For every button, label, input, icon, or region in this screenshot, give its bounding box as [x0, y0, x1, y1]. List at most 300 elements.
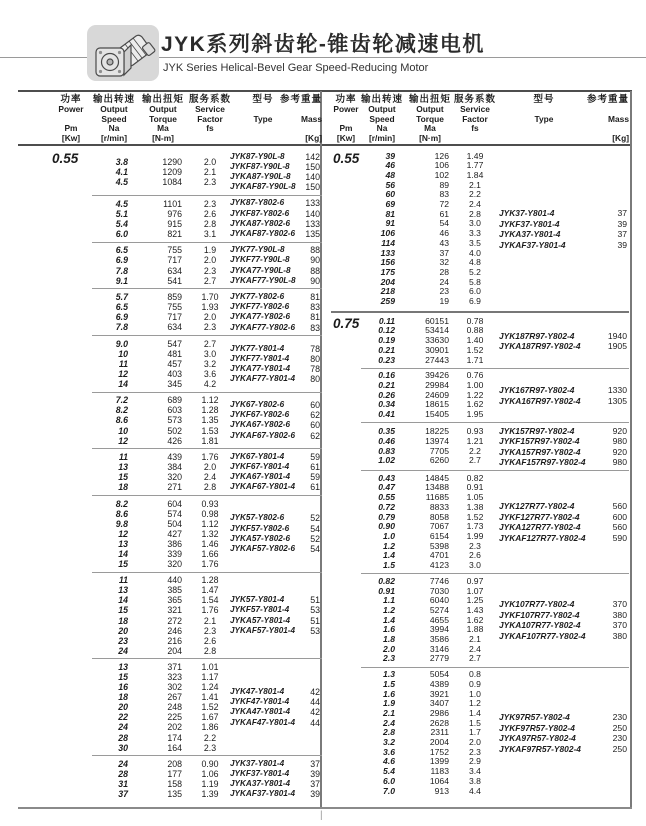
output-torque-cell: 14845	[425, 472, 449, 483]
spec-row	[92, 595, 230, 605]
service-factor-cell: 1.43	[466, 604, 484, 615]
mass-value: 133	[305, 198, 320, 209]
spec-row	[92, 157, 230, 167]
type-row	[499, 219, 629, 230]
output-torque-cell: 321	[167, 605, 182, 616]
gear-motor-logo-icon	[86, 24, 160, 82]
spec-row	[92, 509, 230, 519]
output-torque-cell: 365	[167, 595, 182, 606]
column-header-cn: 输出转速	[361, 94, 404, 105]
column-header-cn: 型号	[252, 94, 274, 105]
output-torque-cell: 384	[167, 462, 182, 472]
type-row	[230, 420, 322, 430]
model-type: JYK37-Y801-4	[499, 208, 555, 219]
service-factor-cell: 1.76	[201, 605, 219, 616]
spec-row	[92, 712, 230, 722]
output-speed-cell: 175	[380, 266, 395, 277]
mass-value: 78	[310, 343, 320, 354]
table-body-left	[50, 149, 322, 802]
column-header-cn: 输出扭矩	[408, 94, 451, 105]
output-speed-cell: 0.16	[378, 370, 395, 381]
type-row	[230, 292, 322, 302]
type-row	[230, 198, 322, 208]
power-group	[50, 149, 322, 802]
mass-value: 59	[310, 451, 320, 462]
type-row	[230, 245, 322, 255]
type-list	[230, 687, 322, 728]
output-torque-cell: 8058	[429, 511, 449, 522]
spec-row	[92, 436, 230, 446]
type-row	[499, 240, 629, 251]
service-factor-cell: 1.05	[466, 492, 484, 503]
spec-rows	[92, 199, 230, 239]
service-factor-cell: 1.21	[466, 436, 484, 447]
service-factor-cell: 0.88	[466, 325, 484, 336]
output-speed-cell: 1.1	[383, 595, 395, 606]
table-header-rule	[18, 144, 632, 146]
type-row	[230, 482, 322, 492]
type-row	[230, 229, 322, 239]
service-factor-cell: 1.88	[466, 624, 484, 635]
spec-rows	[92, 662, 230, 753]
mass-value: 39	[617, 239, 627, 250]
mass-value: 51	[310, 595, 320, 606]
spec-rows	[92, 499, 230, 570]
model-type: JYKA167R97-Y802-4	[499, 395, 581, 406]
output-speed-cell: 6.0	[383, 775, 395, 786]
output-torque-cell: 7705	[429, 445, 449, 456]
service-factor-cell: 1.95	[466, 409, 484, 420]
model-type: JYKAF47-Y801-4	[230, 717, 296, 727]
column-header	[136, 94, 190, 143]
model-type: JYKAF87-Y90L-8	[230, 182, 296, 192]
service-factor-cell: 1.39	[201, 789, 219, 800]
type-row	[230, 707, 322, 717]
output-torque-cell: 541	[167, 275, 182, 286]
output-speed-cell: 28	[118, 769, 128, 780]
service-factor-cell: 0.82	[466, 472, 484, 483]
output-speed-cell: 6.0	[115, 228, 128, 239]
service-factor-cell: 2.6	[203, 635, 217, 646]
output-speed-cell: 2.1	[383, 707, 395, 718]
type-row	[230, 697, 322, 707]
column-header	[493, 94, 595, 143]
service-factor-cell: 2.1	[469, 179, 481, 190]
spec-row	[92, 585, 230, 595]
model-type: JYKF57-Y801-4	[230, 605, 290, 615]
type-row	[230, 354, 322, 364]
service-factor-cell: 1.99	[466, 531, 484, 541]
spec-row	[92, 379, 230, 389]
service-factor-cell: 2.3	[203, 625, 217, 636]
output-speed-cell: 1.3	[383, 669, 395, 680]
type-row	[499, 426, 629, 437]
output-speed-cell: 39	[385, 150, 395, 161]
model-type: JYKA97R57-Y802-4	[499, 733, 576, 744]
type-row	[230, 162, 322, 172]
output-torque-cell: 43	[439, 237, 449, 248]
service-factor-cell: 1.2	[469, 698, 481, 709]
output-torque-cell: 3586	[429, 634, 449, 645]
model-type: JYKAF67-Y801-4	[230, 482, 296, 492]
spec-row	[361, 654, 493, 664]
column-header-en: [Kg]	[612, 132, 629, 143]
output-torque-cell: 18615	[425, 399, 449, 410]
mass-value: 140	[305, 208, 320, 219]
output-torque-cell: 225	[167, 712, 182, 723]
service-factor-cell: 1.17	[201, 672, 219, 682]
spec-row	[92, 349, 230, 359]
type-list	[230, 152, 322, 193]
output-speed-cell: 23	[118, 635, 128, 646]
model-type: JYK67-Y801-4	[230, 451, 285, 461]
model-type: JYK97R57-Y802-4	[499, 712, 570, 723]
spec-row	[92, 452, 230, 462]
mass-value: 140	[305, 171, 320, 182]
output-speed-cell: 8.6	[115, 508, 128, 519]
output-speed-cell: 7.8	[115, 265, 128, 276]
output-torque-cell: 164	[167, 742, 182, 753]
type-row	[230, 312, 322, 322]
service-factor-cell: 3.8	[469, 775, 481, 786]
spec-row	[361, 456, 493, 466]
output-speed-cell: 0.11	[378, 315, 395, 326]
mass-value: 81	[310, 312, 320, 323]
mass-value: 61	[310, 482, 320, 493]
type-row	[230, 152, 322, 162]
output-speed-cell: 6.5	[115, 245, 128, 256]
table-bottom-rule	[18, 807, 632, 809]
output-torque-cell: 204	[167, 645, 182, 656]
mass-value: 370	[612, 620, 627, 631]
spec-row	[92, 426, 230, 436]
output-speed-cell: 11	[118, 451, 128, 462]
service-factor-cell: 1.22	[466, 389, 484, 400]
column-header-en: Service	[195, 104, 225, 114]
section-stack	[361, 149, 629, 309]
mass-value: 380	[612, 630, 627, 641]
model-type: JYKAF77-Y802-6	[230, 322, 296, 332]
output-torque-cell: 83	[439, 189, 449, 200]
spec-rows	[361, 474, 493, 571]
type-row	[230, 431, 322, 441]
mass-value: 150	[305, 161, 320, 172]
model-type: JYKA127R77-Y802-4	[499, 522, 581, 533]
output-speed-cell: 14	[118, 379, 128, 390]
output-speed-cell: 6.9	[115, 255, 128, 266]
output-torque-cell: 320	[167, 559, 182, 570]
model-type: JYK77-Y90L-8	[230, 245, 285, 255]
output-speed-cell: 0.55	[378, 492, 395, 503]
output-torque-cell: 573	[167, 415, 182, 426]
spec-rows	[92, 157, 230, 187]
output-torque-cell: 502	[167, 425, 182, 436]
spec-row	[92, 292, 230, 302]
service-factor-cell: 2.4	[469, 199, 481, 210]
service-factor-cell: 1.76	[201, 451, 219, 462]
mass-value: 250	[612, 743, 627, 754]
output-speed-cell: 1.8	[383, 634, 395, 645]
ratio-section	[92, 288, 322, 335]
column-header-en: Output	[100, 104, 128, 114]
ratio-section	[92, 572, 322, 659]
model-type: JYKAF97R57-Y802-4	[499, 743, 581, 754]
output-torque-cell: 7030	[429, 585, 449, 596]
service-factor-cell: 1.47	[201, 585, 219, 596]
type-row	[230, 534, 322, 544]
service-factor-cell: 3.4	[469, 766, 481, 777]
output-speed-cell: 12	[118, 435, 128, 446]
output-speed-cell: 1.0	[383, 531, 395, 541]
ratio-section	[92, 755, 322, 802]
output-torque-cell: 202	[167, 722, 182, 733]
model-type: JYKA67-Y801-4	[230, 472, 291, 482]
output-torque-cell: 403	[167, 369, 182, 380]
output-speed-cell: 1.02	[378, 455, 395, 466]
output-speed-cell: 0.91	[378, 585, 395, 596]
column-header-cn: 参考重量	[279, 94, 322, 105]
output-speed-cell: 14	[118, 595, 128, 606]
service-factor-cell: 2.2	[469, 189, 481, 200]
output-speed-cell: 4.6	[383, 756, 395, 767]
output-speed-cell: 20	[118, 702, 128, 713]
output-speed-cell: 0.23	[378, 354, 395, 365]
type-row	[499, 522, 629, 533]
output-speed-cell: 48	[385, 169, 395, 180]
mass-value: 52	[310, 513, 320, 524]
spec-row	[92, 177, 230, 187]
model-type: JYKAF107R77-Y802-4	[499, 630, 586, 641]
output-speed-cell: 1.6	[383, 624, 395, 635]
service-factor-cell: 1.62	[466, 614, 484, 625]
column-header-cn: 服务系数	[454, 94, 497, 105]
output-torque-cell: 1064	[429, 775, 449, 786]
service-factor-cell: 4.0	[469, 247, 481, 258]
column-header-en: [N-m]	[152, 132, 174, 143]
output-torque-cell: 18225	[425, 426, 449, 437]
model-type: JYKF77-Y802-6	[230, 302, 290, 312]
output-torque-cell: 345	[167, 379, 182, 390]
service-factor-cell: 1.9	[203, 245, 217, 256]
service-factor-cell: 2.7	[203, 275, 217, 286]
service-factor-cell: 1.38	[466, 501, 484, 512]
mass-value: 78	[310, 363, 320, 374]
type-row	[499, 457, 629, 468]
output-speed-cell: 0.35	[378, 426, 395, 437]
spec-row	[92, 312, 230, 322]
output-speed-cell: 11	[118, 575, 128, 586]
output-torque-cell: 24	[439, 276, 449, 287]
output-torque-cell: 7067	[429, 521, 449, 532]
model-type: JYKAF57-Y801-4	[230, 625, 296, 635]
service-factor-cell: 1.41	[201, 692, 219, 703]
type-row	[230, 513, 322, 523]
column-header-en: Ma	[424, 123, 436, 134]
output-torque-cell: 246	[167, 625, 182, 636]
service-factor-cell: 1.28	[201, 405, 219, 416]
column-header-en: Speed	[101, 113, 127, 124]
mass-value: 250	[612, 722, 627, 733]
service-factor-cell: 2.7	[203, 338, 217, 349]
column-header-en: Power	[333, 104, 359, 114]
output-torque-cell: 6260	[429, 455, 449, 466]
column-header	[586, 94, 629, 143]
output-torque-cell: 1183	[430, 766, 449, 777]
service-factor-cell: 2.7	[469, 653, 481, 664]
spec-row	[92, 672, 230, 682]
output-torque-cell: 208	[167, 758, 182, 769]
spec-row	[92, 779, 230, 789]
service-factor-cell: 1.52	[201, 702, 219, 713]
ratio-section	[92, 392, 322, 448]
output-torque-cell: 604	[167, 498, 182, 509]
output-speed-cell: 0.83	[378, 445, 395, 456]
type-row	[230, 255, 322, 265]
mass-value: 90	[310, 255, 320, 266]
type-row	[230, 323, 322, 333]
service-factor-cell: 1.4	[469, 707, 481, 718]
spec-row	[92, 167, 230, 177]
service-factor-cell: 1.66	[201, 548, 219, 559]
type-row	[499, 385, 629, 396]
output-torque-cell: 135	[167, 789, 182, 800]
column-header-en: Pm	[339, 123, 353, 134]
mass-value: 142	[305, 151, 320, 162]
service-factor-cell: 6.9	[469, 296, 481, 307]
output-speed-cell: 1.2	[383, 604, 395, 615]
model-type: JYKF87-Y90L-8	[230, 161, 290, 171]
output-torque-cell: 339	[167, 548, 182, 559]
type-row	[499, 723, 629, 734]
power-group	[331, 149, 629, 309]
model-type: JYKF47-Y801-4	[230, 697, 290, 707]
column-header-en: Na	[376, 123, 388, 134]
type-row	[230, 595, 322, 605]
mass-value: 150	[305, 182, 320, 193]
service-factor-cell: 1.19	[201, 779, 219, 790]
model-type: JYK57-Y802-6	[230, 513, 285, 523]
column-header-en: Factor	[462, 113, 488, 124]
service-factor-cell: 2.3	[203, 176, 217, 187]
output-speed-cell: 259	[380, 296, 395, 307]
output-speed-cell: 15	[118, 472, 128, 483]
service-factor-cell: 2.7	[469, 455, 481, 466]
output-torque-cell: 427	[167, 528, 182, 539]
column-header-en: Type	[534, 113, 554, 124]
column-header-en: [Kg]	[305, 132, 322, 143]
column-header-en: Na	[108, 123, 120, 134]
output-speed-cell: 1.5	[383, 560, 395, 571]
output-torque-cell: 3994	[429, 624, 449, 635]
output-speed-cell: 15	[118, 559, 128, 570]
spec-row	[92, 255, 230, 265]
column-header-en: Output	[416, 104, 444, 114]
output-speed-cell: 10	[118, 425, 128, 436]
service-factor-cell: 1.53	[201, 425, 219, 436]
output-torque-cell: 1290	[162, 156, 182, 167]
output-speed-cell: 2.3	[383, 653, 395, 664]
service-factor-cell: 2.4	[203, 472, 217, 483]
ratio-section	[361, 422, 629, 470]
model-type: JYK167R97-Y802-4	[499, 385, 575, 396]
service-factor-cell: 1.70	[201, 292, 219, 303]
service-factor-cell: 1.77	[466, 160, 484, 171]
spec-row	[92, 276, 230, 286]
service-factor-cell: 1.12	[201, 518, 219, 529]
type-row	[499, 436, 629, 447]
spec-row	[361, 787, 493, 797]
type-row	[499, 610, 629, 621]
column-header-en: [r/min]	[368, 132, 396, 143]
output-torque-cell: 439	[167, 451, 182, 462]
mass-value: 39	[617, 218, 627, 229]
output-speed-cell: 60	[385, 189, 395, 200]
mass-value: 42	[310, 707, 320, 718]
model-type: JYKF107R77-Y802-4	[499, 609, 580, 620]
model-type: JYKAF67-Y802-6	[230, 430, 296, 440]
type-row	[230, 209, 322, 219]
model-type: JYK77-Y801-4	[230, 343, 285, 353]
column-header-en: Torque	[149, 113, 177, 124]
output-torque-cell: 158	[167, 779, 182, 790]
service-factor-cell: 1.73	[466, 521, 484, 532]
type-list	[499, 599, 629, 641]
column-header	[279, 94, 322, 143]
output-torque-cell: 457	[167, 358, 182, 369]
page-subtitle: JYK Series Helical-Bevel Gear Speed-Reducing Motor	[163, 62, 429, 74]
output-torque-cell: 72	[439, 199, 449, 210]
output-torque-cell: 371	[167, 661, 182, 672]
output-torque-cell: 60151	[425, 315, 449, 326]
service-factor-cell: 1.84	[466, 169, 484, 180]
model-type: JYKA77-Y801-4	[230, 363, 291, 373]
table-header-right	[331, 94, 629, 143]
spec-row	[92, 702, 230, 712]
service-factor-cell: 3.0	[469, 218, 481, 229]
output-speed-cell: 133	[380, 247, 395, 258]
output-speed-cell: 24	[118, 722, 128, 733]
output-torque-cell: 39426	[425, 370, 449, 381]
mass-value: 39	[310, 768, 320, 779]
spec-row	[92, 229, 230, 239]
output-speed-cell: 0.19	[378, 335, 395, 346]
spec-row	[92, 733, 230, 743]
mass-value: 54	[310, 523, 320, 534]
service-factor-cell: 1.0	[469, 688, 481, 699]
mass-value: 230	[612, 712, 627, 723]
spec-rows	[92, 245, 230, 285]
output-speed-cell: 0.72	[378, 501, 395, 512]
service-factor-cell: 1.24	[201, 682, 219, 693]
service-factor-cell: 4.4	[469, 785, 481, 796]
output-torque-cell: 913	[434, 785, 449, 796]
output-speed-cell: 30	[118, 742, 128, 753]
type-row	[499, 331, 629, 342]
spec-row	[92, 266, 230, 276]
spec-rows	[361, 317, 493, 366]
mass-value: 1905	[607, 341, 627, 351]
column-header-en: Ma	[157, 123, 169, 134]
output-torque-cell: 216	[167, 635, 182, 646]
spec-row	[92, 769, 230, 779]
type-list	[499, 331, 629, 352]
ratio-section	[92, 495, 322, 572]
type-row	[230, 687, 322, 697]
service-factor-cell: 1.12	[201, 395, 219, 406]
spec-rows	[92, 292, 230, 332]
service-factor-cell: 0.93	[466, 426, 484, 437]
output-torque-cell: 481	[167, 348, 182, 359]
